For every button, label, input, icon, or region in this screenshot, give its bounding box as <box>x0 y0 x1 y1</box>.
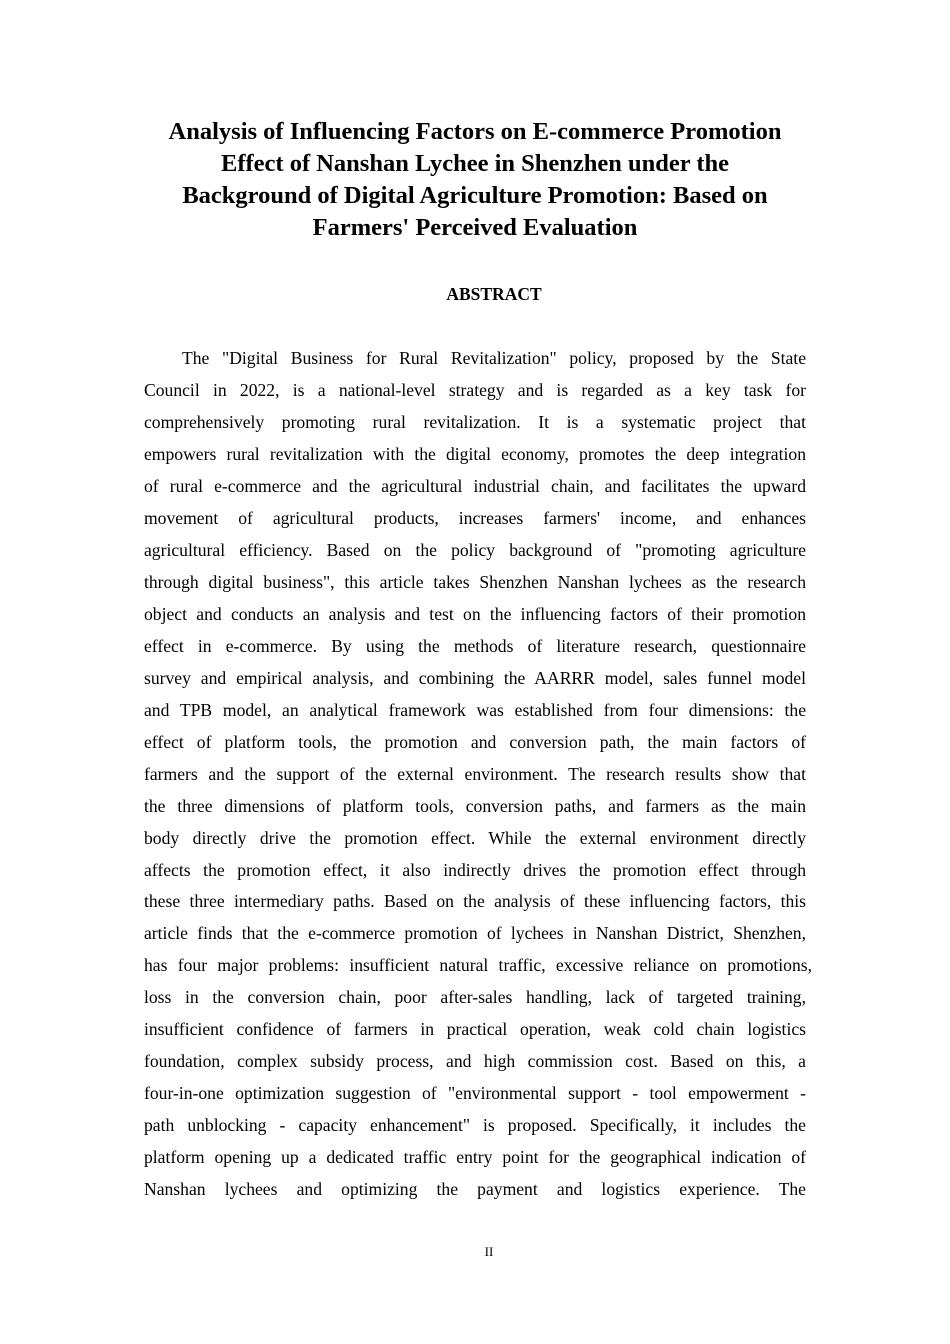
abstract-line: Council in 2022, is a national-level strategy and is regarded as a key task for <box>144 379 806 400</box>
paper-title <box>130 116 820 244</box>
abstract-line: affects the promotion effect, it also indirectly drives the promotion effect through <box>144 859 806 880</box>
abstract-line: empowers rural revitalization with the digital economy, promotes the deep integration <box>144 443 806 464</box>
abstract-line: of rural e-commerce and the agricultural industrial chain, and facilitates the upward <box>144 475 806 496</box>
abstract-line: loss in the conversion chain, poor after-sales handling, lack of targeted training, <box>144 987 806 1008</box>
abstract-line: the three dimensions of platform tools, conversion paths, and farmers as the main <box>144 795 806 816</box>
abstract-line: The "Digital Business for Rural Revitalization" policy, proposed by the State <box>182 348 806 368</box>
abstract-line: four-in-one optimization suggestion of "environmental support - tool empowerment - <box>144 1083 806 1104</box>
paper-title-line: Farmers' Perceived Evaluation <box>312 214 638 241</box>
abstract-line: agricultural efficiency. Based on the policy background of "promoting agriculture <box>144 539 806 560</box>
abstract-line: comprehensively promoting rural revitalization. It is a systematic project that <box>144 411 806 432</box>
page-number: II <box>484 1244 494 1259</box>
abstract-line: effect of platform tools, the promotion and conversion path, the main factors of <box>144 731 806 752</box>
abstract-line: these three intermediary paths. Based on the analysis of these influencing factors, this <box>144 891 806 912</box>
abstract-line: survey and empirical analysis, and combining the AARRR model, sales funnel model <box>144 667 806 688</box>
abstract-line: movement of agricultural products, increases farmers' income, and enhances <box>144 507 806 528</box>
abstract-line: through digital business", this article takes Shenzhen Nanshan lychees as the research <box>144 571 806 592</box>
abstract-line: platform opening up a dedicated traffic entry point for the geographical indication of <box>144 1147 806 1168</box>
abstract-line: object and conducts an analysis and test on the influencing factors of their promotion <box>144 603 806 624</box>
abstract-line: Nanshan lychees and optimizing the payment and logistics experience. The <box>144 1179 806 1200</box>
abstract-line: foundation, complex subsidy process, and high commission cost. Based on this, a <box>144 1051 806 1072</box>
abstract-line: has four major problems: insufficient natural traffic, excessive reliance on promotions, <box>144 955 812 976</box>
abstract-line: farmers and the support of the external environment. The research results show that <box>144 763 806 784</box>
abstract-line: and TPB model, an analytical framework was established from four dimensions: the <box>144 699 806 720</box>
paper-title-line: Analysis of Influencing Factors on E-commerce Promotion <box>168 118 782 145</box>
abstract-line: body directly drive the promotion effect. While the external environment directly <box>144 827 806 848</box>
abstract-line: article finds that the e-commerce promotion of lychees in Nanshan District, Shenzhen, <box>144 923 806 944</box>
abstract-line: path unblocking - capacity enhancement" is proposed. Specifically, it includes the <box>144 1115 806 1136</box>
paper-title-line: Effect of Nanshan Lychee in Shenzhen under the <box>221 150 729 177</box>
paper-title-line: Background of Digital Agriculture Promotion: Based on <box>182 182 768 209</box>
abstract-line: insufficient confidence of farmers in practical operation, weak cold chain logistics <box>144 1019 806 1040</box>
abstract-line: effect in e-commerce. By using the methods of literature research, questionnaire <box>144 635 806 656</box>
abstract-heading: ABSTRACT <box>446 284 542 304</box>
abstract-body <box>144 343 812 1206</box>
